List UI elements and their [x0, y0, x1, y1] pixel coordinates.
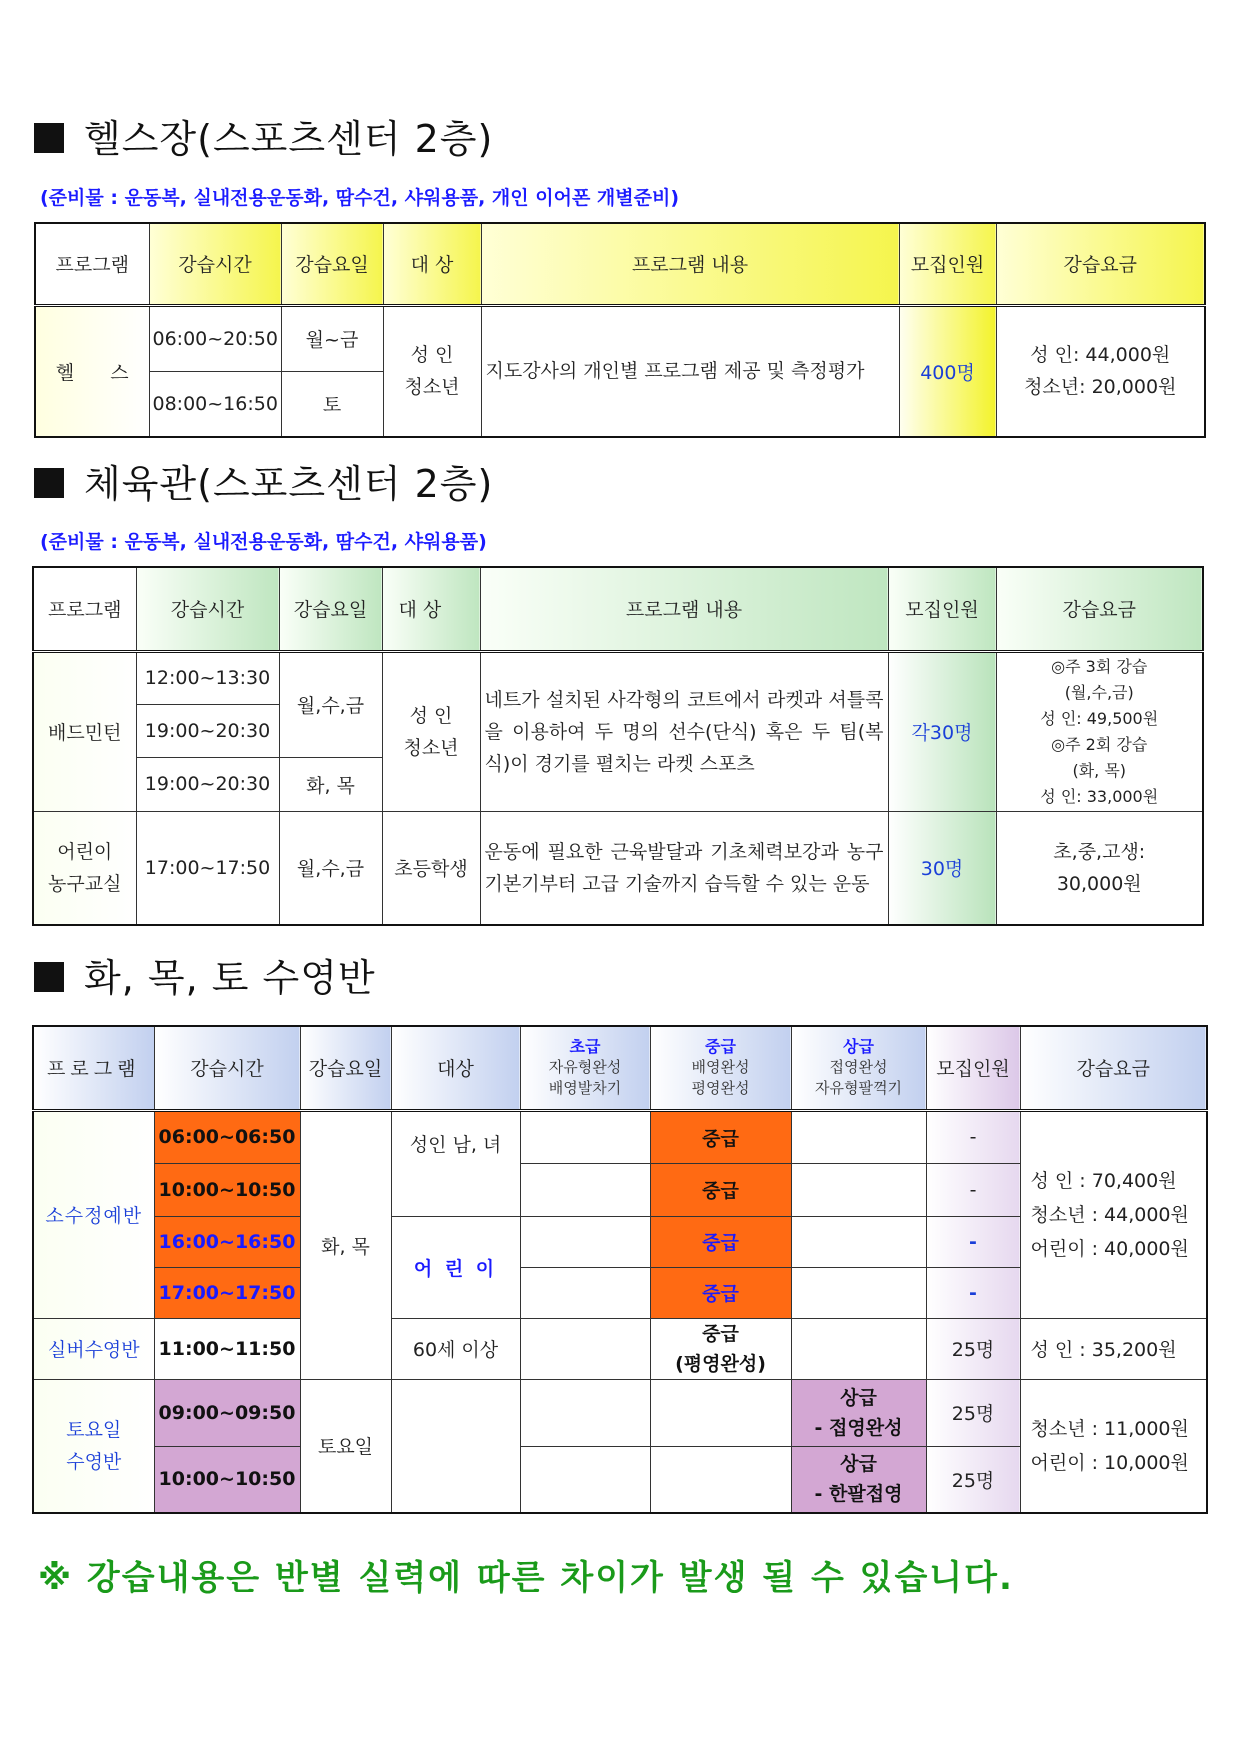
gymnasium-header-capacity: 모집인원	[888, 567, 996, 651]
saturday-program-name	[33, 1379, 154, 1513]
gym-header-program: 프로그램	[35, 223, 149, 305]
small-group-target-adult: 성인 남, 녀	[391, 1110, 520, 1216]
empty-cell	[791, 1318, 926, 1379]
silver-time: 11:00~11:50	[154, 1318, 300, 1379]
notice-text: ※ 강습내용은 반별 실력에 따른 차이가 발생 될 수 있습니다.	[38, 1558, 1014, 1598]
basketball-content: 운동에 필요한 근육발달과 기초체력보강과 농구 기본기부터 고급 기술까지 습득할 수 있는 운동	[480, 811, 888, 925]
gym-content: 지도강사의 개인별 프로그램 제공 및 측정평가	[481, 305, 899, 437]
empty-cell	[791, 1216, 926, 1267]
basketball-time: 17:00~17:50	[136, 811, 279, 925]
small-group-capacity-3: -	[926, 1216, 1020, 1267]
empty-cell	[791, 1110, 926, 1163]
saturday-fee-youth: 청소년 : 11,000원	[1030, 1417, 1189, 1440]
small-group-fee-youth: 청소년 : 44,000원	[1030, 1203, 1189, 1226]
small-group-capacity-2: -	[926, 1163, 1020, 1216]
gym-header-days: 강습요일	[281, 223, 383, 305]
swim-header-row	[33, 1026, 1207, 1110]
table-row	[35, 305, 1205, 371]
gym-fee	[996, 305, 1205, 437]
gym-section-title	[34, 108, 493, 163]
gym-title-text: 헬스장(스포츠센터 2층)	[84, 117, 494, 161]
small-group-capacity-1: -	[926, 1110, 1020, 1163]
level-intermediate-desc-1: 배영완성	[691, 1057, 750, 1076]
basketball-fee	[996, 811, 1203, 925]
badminton-program-name: 배드민턴	[33, 651, 136, 811]
badminton-target	[382, 651, 480, 811]
gym-fee-youth: 청소년: 20,000원	[1024, 376, 1177, 399]
gym-target	[383, 305, 481, 437]
saturday-time-2: 10:00~10:50	[154, 1446, 300, 1513]
gymnasium-header-program: 프로그램	[33, 567, 136, 651]
small-group-time-4: 17:00~17:50	[154, 1267, 300, 1318]
saturday-level-2-name: 상급	[840, 1453, 877, 1476]
gym-table	[34, 222, 1206, 438]
basketball-capacity: 30명	[888, 811, 996, 925]
small-group-level-3: 중급	[650, 1216, 791, 1267]
badminton-fee-line-5: (화, 목)	[1072, 760, 1127, 780]
small-group-fee	[1020, 1110, 1207, 1318]
gym-time-2: 08:00~16:50	[149, 371, 281, 437]
level-beginner-desc-2: 배영발차기	[548, 1078, 622, 1097]
gym-fee-adult: 성 인: 44,000원	[1030, 344, 1171, 367]
gymnasium-header-days: 강습요일	[279, 567, 382, 651]
table-row	[33, 1110, 1207, 1163]
empty-cell	[650, 1379, 791, 1446]
saturday-program-line-2: 수영반	[66, 1450, 122, 1473]
level-advanced-desc-1: 접영완성	[829, 1057, 888, 1076]
swim-header-days: 강습요일	[300, 1026, 391, 1110]
empty-cell	[520, 1446, 650, 1513]
square-bullet-icon	[34, 962, 64, 992]
silver-program-name: 실버수영반	[33, 1318, 154, 1379]
silver-level	[650, 1318, 791, 1379]
badminton-time-3: 19:00~20:30	[136, 757, 279, 811]
table-row	[33, 1318, 1207, 1379]
badminton-fee-line-6: 성 인: 33,000원	[1040, 786, 1159, 806]
swim-table	[32, 1025, 1208, 1514]
silver-fee: 성 인 : 35,200원	[1020, 1318, 1207, 1379]
saturday-capacity-2: 25명	[926, 1446, 1020, 1513]
badminton-days-1: 월,수,금	[279, 651, 382, 757]
gym-header-fee: 강습요금	[996, 223, 1205, 305]
gym-program-name: 헬 스	[35, 305, 149, 437]
saturday-program-line-1: 토요일	[66, 1418, 122, 1441]
badminton-time-2: 19:00~20:30	[136, 704, 279, 757]
small-group-level-4: 중급	[650, 1267, 791, 1318]
gym-days-2: 토	[281, 371, 383, 437]
gymnasium-title-text: 체육관(스포츠센터 2층)	[84, 462, 494, 506]
saturday-time-1: 09:00~09:50	[154, 1379, 300, 1446]
gym-header-time: 강습시간	[149, 223, 281, 305]
badminton-time-1: 12:00~13:30	[136, 651, 279, 704]
gym-days-1: 월~금	[281, 305, 383, 371]
gym-time-1: 06:00~20:50	[149, 305, 281, 371]
basketball-fee-line-1: 초,중,고생:	[1053, 840, 1146, 863]
gym-header-target: 대 상	[383, 223, 481, 305]
swim-header-level-advanced	[791, 1026, 926, 1110]
small-group-fee-child: 어린이 : 40,000원	[1030, 1237, 1189, 1260]
empty-cell	[520, 1267, 650, 1318]
empty-cell	[391, 1379, 520, 1513]
level-intermediate-name: 중급	[705, 1036, 736, 1056]
table-row	[33, 811, 1203, 925]
swim-header-target: 대상	[391, 1026, 520, 1110]
saturday-level-2-desc: - 한팔접영	[814, 1483, 903, 1506]
silver-level-desc: (평영완성)	[675, 1352, 766, 1375]
square-bullet-icon	[34, 123, 64, 153]
saturday-days: 토요일	[300, 1379, 391, 1513]
small-group-days: 화, 목	[300, 1110, 391, 1379]
empty-cell	[520, 1318, 650, 1379]
badminton-fee-line-3: 성 인: 49,500원	[1040, 708, 1159, 728]
swim-header-capacity: 모집인원	[926, 1026, 1020, 1110]
gym-target-adult: 성 인	[410, 344, 454, 367]
level-beginner-desc-1: 자유형완성	[548, 1057, 622, 1076]
saturday-level-2	[791, 1446, 926, 1513]
swim-header-time: 강습시간	[154, 1026, 300, 1110]
empty-cell	[791, 1163, 926, 1216]
gym-header-content: 프로그램 내용	[481, 223, 899, 305]
gymnasium-prep-note: (준비물 : 운동복, 실내전용운동화, 땀수건, 샤워용품)	[40, 531, 487, 553]
empty-cell	[520, 1379, 650, 1446]
small-group-time-3: 16:00~16:50	[154, 1216, 300, 1267]
square-bullet-icon	[34, 468, 64, 498]
gymnasium-header-row	[33, 567, 1203, 651]
silver-level-name: 중급	[702, 1322, 739, 1345]
swim-header-level-intermediate	[650, 1026, 791, 1110]
gymnasium-header-content: 프로그램 내용	[480, 567, 888, 651]
badminton-fee-line-2: (월,수,금)	[1064, 682, 1134, 702]
gymnasium-section-title	[34, 453, 493, 508]
silver-target: 60세 이상	[391, 1318, 520, 1379]
level-intermediate-desc-2: 평영완성	[691, 1078, 750, 1097]
basketball-program-line-1: 어린이	[57, 840, 113, 863]
gym-prep-note: (준비물 : 운동복, 실내전용운동화, 땀수건, 샤워용품, 개인 이어폰 개별준비)	[40, 187, 680, 209]
badminton-capacity: 각30명	[888, 651, 996, 811]
saturday-fee-child: 어린이 : 10,000원	[1030, 1451, 1189, 1474]
badminton-target-adult: 성 인	[409, 704, 453, 727]
gym-header-row	[35, 223, 1205, 305]
level-advanced-desc-2: 자유형팔꺽기	[815, 1078, 902, 1097]
empty-cell	[520, 1163, 650, 1216]
basketball-days: 월,수,금	[279, 811, 382, 925]
empty-cell	[520, 1110, 650, 1163]
badminton-fee-line-4: ◎주 2회 강습	[1051, 734, 1148, 754]
saturday-level-1-name: 상급	[840, 1386, 877, 1409]
small-group-time-2: 10:00~10:50	[154, 1163, 300, 1216]
basketball-program-line-2: 농구교실	[48, 872, 122, 895]
badminton-content: 네트가 설치된 사각형의 코트에서 라켓과 셔틀콕을 이용하여 두 명의 선수(단식) 혹은 두 팀(복식)이 경기를 펼치는 라켓 스포츠	[480, 651, 888, 811]
swim-header-level-beginner	[520, 1026, 650, 1110]
small-group-program-name: 소수정예반	[33, 1110, 154, 1318]
badminton-fee-line-1: ◎주 3회 강습	[1051, 656, 1148, 676]
gym-header-capacity: 모집인원	[899, 223, 996, 305]
basketball-program-name	[33, 811, 136, 925]
level-advanced-name: 상급	[843, 1036, 874, 1056]
badminton-days-2: 화, 목	[279, 757, 382, 811]
basketball-target: 초등학생	[382, 811, 480, 925]
table-row	[33, 1379, 1207, 1446]
gym-target-youth: 청소년	[404, 376, 460, 399]
empty-cell	[650, 1446, 791, 1513]
small-group-target-child: 어 린 이	[391, 1216, 520, 1318]
gymnasium-header-target: 대 상	[382, 567, 480, 651]
small-group-time-1: 06:00~06:50	[154, 1110, 300, 1163]
empty-cell	[791, 1267, 926, 1318]
badminton-fee	[996, 651, 1203, 811]
basketball-fee-line-2: 30,000원	[1056, 872, 1142, 895]
gymnasium-table	[32, 566, 1204, 926]
small-group-fee-adult: 성 인 : 70,400원	[1030, 1169, 1177, 1192]
swim-title-text: 화, 목, 토 수영반	[84, 956, 376, 1000]
saturday-level-1	[791, 1379, 926, 1446]
badminton-target-youth: 청소년	[403, 736, 459, 759]
gymnasium-header-fee: 강습요금	[996, 567, 1203, 651]
swim-header-fee: 강습요금	[1020, 1026, 1207, 1110]
saturday-capacity-1: 25명	[926, 1379, 1020, 1446]
level-beginner-name: 초급	[569, 1036, 601, 1056]
silver-capacity: 25명	[926, 1318, 1020, 1379]
empty-cell	[520, 1216, 650, 1267]
saturday-fee	[1020, 1379, 1207, 1513]
saturday-level-1-desc: - 접영완성	[814, 1416, 903, 1439]
small-group-capacity-4: -	[926, 1267, 1020, 1318]
gymnasium-header-time: 강습시간	[136, 567, 279, 651]
small-group-level-1: 중급	[650, 1110, 791, 1163]
swim-header-program: 프로그램	[33, 1026, 154, 1110]
swim-section-title	[34, 947, 376, 1002]
small-group-level-2: 중급	[650, 1163, 791, 1216]
gym-capacity: 400명	[899, 305, 996, 437]
table-row	[33, 651, 1203, 704]
